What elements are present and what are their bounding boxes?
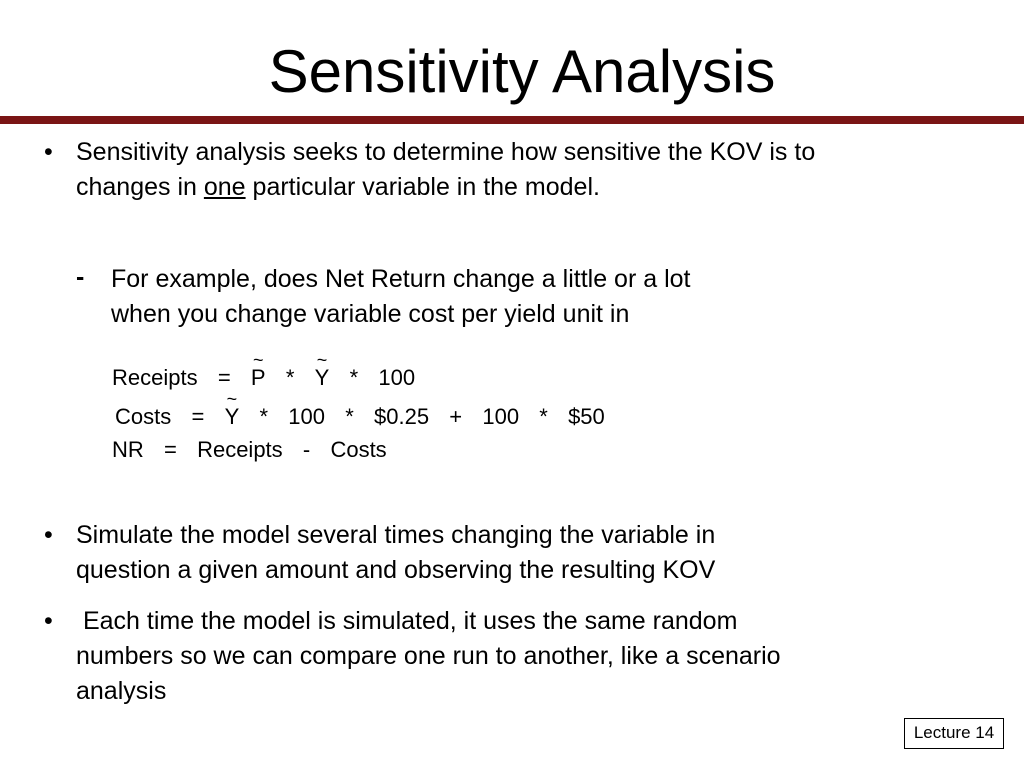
sub-bullet-line-1: For example, does Net Return change a little or a lot <box>111 265 691 293</box>
yield-symbol: ~ Y <box>224 389 240 429</box>
tilde-mark: ~ <box>316 350 328 370</box>
bullet-1-line-2-pre: changes in <box>76 173 204 201</box>
costs-lhs: Costs <box>115 404 172 429</box>
sub-bullet-line-2: when you change variable cost per yield unit in <box>111 300 630 328</box>
bullet-marker: • <box>44 138 53 166</box>
receipts-equals: = <box>217 365 231 390</box>
yield-symbol: ~ Y <box>314 350 330 390</box>
receipts-tail: 100 <box>378 365 416 390</box>
tilde-mark: ~ <box>226 389 238 409</box>
bullet-marker: • <box>44 521 53 549</box>
bullet-3-line-2: numbers so we can compare one run to another, like a scenario <box>76 642 781 670</box>
costs-equals: = <box>191 404 205 429</box>
sub-bullet-text <box>111 262 690 332</box>
slide-title: Sensitivity Analysis <box>268 38 776 105</box>
bullet-1-text <box>76 135 815 205</box>
bullet-3-line-3: analysis <box>76 677 167 705</box>
tilde-mark: ~ <box>253 350 264 370</box>
bullet-2-text <box>76 518 715 588</box>
receipts-times-1: * <box>285 365 295 390</box>
bullet-2-line-1: Simulate the model several times changing the variable in <box>76 521 716 549</box>
costs-rest: * 100 * $0.25 + 100 * $50 <box>259 404 605 429</box>
bullet-marker: • <box>44 607 53 635</box>
bullet-1-line-2 <box>76 170 815 205</box>
bullet-3-line-1: Each time the model is simulated, it uses the same random <box>76 607 738 635</box>
bullet-1-line-2-post: particular variable in the model. <box>245 173 600 201</box>
equation-net-return: NR = Receipts - Costs <box>112 437 387 462</box>
equation-receipts <box>112 350 416 391</box>
title-divider <box>0 116 1024 124</box>
sub-bullet-marker: - <box>76 263 85 291</box>
lecture-label: Lecture 14 <box>904 718 1004 749</box>
receipts-times-2: * <box>349 365 359 390</box>
emphasis-one: one <box>203 173 246 201</box>
bullet-1-line-1: Sensitivity analysis seeks to determine how sensitive the KOV is to <box>76 138 816 166</box>
price-symbol: ~ P <box>250 350 266 390</box>
equation-costs <box>115 389 605 430</box>
bullet-3-text <box>76 604 781 709</box>
bullet-2-line-2: question a given amount and observing the resulting KOV <box>76 556 716 584</box>
receipts-lhs: Receipts <box>112 365 198 390</box>
